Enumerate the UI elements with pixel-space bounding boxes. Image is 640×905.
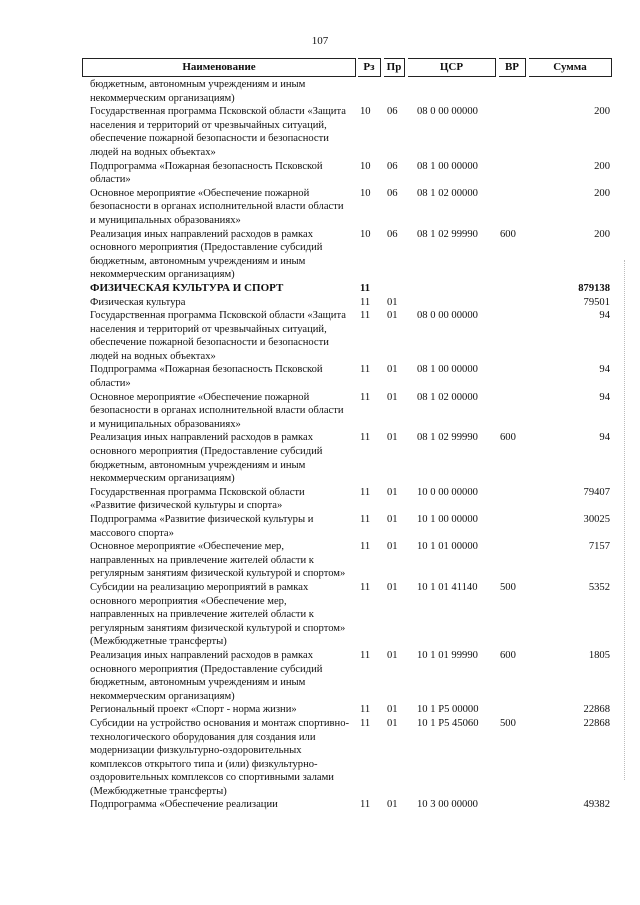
cell-pr: 01 <box>387 432 398 444</box>
cell-csr: 08 0 00 00000 <box>417 106 478 118</box>
table-row <box>90 187 610 228</box>
cell-pr: 06 <box>387 228 398 240</box>
header-vr: ВР <box>499 58 526 77</box>
cell-name: Реализация иных направлений расходов в рамках основного мероприятия (Предоставление субсидий бюджетным, автономным учреждениям и иным некоммерческим организациям) <box>90 649 323 702</box>
cell-pr: 06 <box>387 160 398 172</box>
cell-sum: 200 <box>594 106 610 118</box>
cell-rz: 10 <box>360 187 371 199</box>
cell-vr: 600 <box>500 649 516 661</box>
cell-pr: 01 <box>387 717 398 729</box>
cell-sum: 94 <box>599 432 610 444</box>
cell-rz: 11 <box>360 649 371 661</box>
cell-rz: 11 <box>360 296 371 308</box>
cell-csr: 08 1 02 99990 <box>417 228 478 240</box>
table-row <box>90 431 610 485</box>
cell-sum: 879138 <box>578 282 610 294</box>
table-row <box>90 78 610 105</box>
cell-csr: 10 3 00 00000 <box>417 799 478 811</box>
cell-rz: 11 <box>360 432 371 444</box>
table-row <box>90 486 610 513</box>
cell-name: Реализация иных направлений расходов в рамках основного мероприятия (Предоставление субсидий бюджетным, автономным учреждениям и иным некоммерческим организациям) <box>90 228 323 281</box>
cell-csr: 10 1 01 99990 <box>417 649 478 661</box>
cell-name: Государственная программа Псковской области «Развитие физической культуры и спорта» <box>90 486 305 512</box>
cell-name: Основное мероприятие «Обеспечение мер, направленных на привлечение жителей области к регулярным занятиям физической культурой и спортом» <box>90 541 346 580</box>
cell-name: Реализация иных направлений расходов в рамках основного мероприятия (Предоставление субсидий бюджетным, автономным учреждениям и иным некоммерческим организациям) <box>90 432 323 485</box>
cell-vr: 600 <box>500 432 516 444</box>
cell-rz: 11 <box>360 364 371 376</box>
cell-rz: 11 <box>360 541 371 553</box>
cell-name: Основное мероприятие «Обеспечение пожарной безопасности в органах исполнительной власти области и муниципальных образованиях» <box>90 187 344 226</box>
table-row <box>90 309 610 363</box>
cell-sum: 79407 <box>583 486 610 498</box>
cell-pr: 01 <box>387 649 398 661</box>
cell-rz: 11 <box>360 514 371 525</box>
header-csr: ЦСР <box>408 58 496 77</box>
table-row <box>90 296 610 310</box>
header-rz: Рз <box>358 58 381 77</box>
cell-csr: 08 1 02 00000 <box>417 187 478 199</box>
cell-vr: 500 <box>500 581 516 593</box>
cell-name: бюджетным, автономным учреждениям и иным некоммерческим организациям) <box>90 79 306 104</box>
cell-name: Подпрограмма «Развитие физической культуры и массового спорта» <box>90 514 314 539</box>
cell-sum: 49382 <box>583 799 610 811</box>
header-name: Наименование <box>82 58 356 77</box>
cell-csr: 10 1 00 00000 <box>417 514 478 525</box>
table-row <box>90 105 610 159</box>
page-number: 107 <box>311 35 329 47</box>
cell-vr: 500 <box>500 717 516 729</box>
cell-sum: 79501 <box>583 296 610 308</box>
cell-name: Региональный проект «Спорт - норма жизни» <box>90 704 297 716</box>
budget-table-body <box>90 78 610 812</box>
table-row <box>90 581 610 649</box>
cell-sum: 94 <box>599 364 610 376</box>
cell-csr: 08 1 02 00000 <box>417 391 478 403</box>
table-row <box>90 540 610 581</box>
table-row <box>90 363 610 390</box>
table-header <box>82 58 614 78</box>
cell-pr: 01 <box>387 704 398 716</box>
cell-pr: 01 <box>387 514 398 525</box>
cell-sum: 94 <box>599 310 610 322</box>
cell-name: Основное мероприятие «Обеспечение пожарной безопасности в органах исполнительной власти области и муниципальных образованиях» <box>90 391 344 430</box>
cell-pr: 06 <box>387 106 398 118</box>
cell-csr: 10 1 P5 45060 <box>417 717 479 729</box>
cell-name: ФИЗИЧЕСКАЯ КУЛЬТУРА И СПОРТ <box>90 281 284 294</box>
cell-pr: 01 <box>387 310 398 322</box>
cell-name: Государственная программа Псковской области «Защита населения и территорий от чрезвычайных ситуаций, обеспечение пожарной безопасности и безопасности людей на водных объектах» <box>90 106 346 158</box>
cell-rz: 11 <box>360 704 371 716</box>
table-row <box>90 703 610 717</box>
cell-name: Субсидии на реализацию мероприятий в рамках основного мероприятия «Обеспечение мер, направленных на привлечение жителей области к регулярным занятиям физической культурой и спортом» (Межбюджетные трансферты) <box>90 581 346 648</box>
cell-name: Государственная программа Псковской области «Защита населения и территорий от чрезвычайных ситуаций, обеспечение пожарной безопасности и безопасности людей на водных объектах» <box>90 310 346 362</box>
cell-sum: 22868 <box>583 704 610 716</box>
header-pr: Пр <box>384 58 405 77</box>
cell-sum: 7157 <box>588 541 610 553</box>
cell-rz: 11 <box>360 391 371 403</box>
table-row <box>90 717 610 799</box>
cell-rz: 11 <box>360 282 371 294</box>
cell-rz: 10 <box>360 160 371 172</box>
cell-csr: 08 1 00 00000 <box>417 364 478 376</box>
cell-csr: 10 1 01 41140 <box>417 581 478 593</box>
cell-sum: 200 <box>594 228 610 240</box>
table-row <box>90 160 610 187</box>
cell-pr: 01 <box>387 296 398 308</box>
table-row <box>90 228 610 282</box>
cell-rz: 11 <box>360 717 371 729</box>
cell-vr: 600 <box>500 228 516 240</box>
cell-name: Подпрограмма «Пожарная безопасность Псковской области» <box>90 160 323 186</box>
cell-csr: 10 0 00 00000 <box>417 486 478 498</box>
table-row <box>90 798 610 812</box>
cell-csr: 08 0 00 00000 <box>417 310 478 322</box>
cell-pr: 01 <box>387 391 398 403</box>
header-sum: Сумма <box>529 58 612 77</box>
cell-pr: 06 <box>387 187 398 199</box>
cell-csr: 10 1 01 00000 <box>417 541 478 553</box>
cell-name: Физическая культура <box>90 296 186 308</box>
cell-csr: 08 1 02 99990 <box>417 432 478 444</box>
page-edge-line <box>624 260 626 780</box>
cell-name: Субсидии на устройство основания и монтаж спортивно-технологического оборудования для создания или модернизации физкультурно-оздоровительных комплексов открытого типа и (или) физкультурно-оздоровительных комплексов со спортивными залами (Межбюджетные трансферты) <box>90 717 350 797</box>
cell-pr: 01 <box>387 364 398 376</box>
cell-pr: 01 <box>387 799 398 811</box>
cell-rz: 11 <box>360 799 371 811</box>
table-row <box>90 649 610 703</box>
cell-rz: 11 <box>360 310 371 322</box>
cell-csr: 10 1 P5 00000 <box>417 704 479 716</box>
cell-sum: 200 <box>594 187 610 199</box>
cell-rz: 11 <box>360 581 371 593</box>
cell-csr: 08 1 00 00000 <box>417 160 478 172</box>
cell-name: Подпрограмма «Пожарная безопасность Псковской области» <box>90 364 323 390</box>
cell-pr: 01 <box>387 486 398 498</box>
cell-rz: 10 <box>360 106 371 118</box>
cell-pr: 01 <box>387 541 398 553</box>
cell-sum: 1805 <box>588 649 610 661</box>
cell-rz: 11 <box>360 486 371 498</box>
cell-sum: 22868 <box>583 717 610 729</box>
cell-sum: 5352 <box>588 581 610 593</box>
table-row <box>90 513 610 540</box>
cell-pr: 01 <box>387 581 398 593</box>
table-row <box>90 391 610 432</box>
cell-sum: 200 <box>594 160 610 172</box>
table-row <box>90 282 610 296</box>
cell-name: Подпрограмма «Обеспечение реализации <box>90 799 278 811</box>
cell-sum: 30025 <box>583 514 610 525</box>
cell-rz: 10 <box>360 228 371 240</box>
cell-sum: 94 <box>599 391 610 403</box>
